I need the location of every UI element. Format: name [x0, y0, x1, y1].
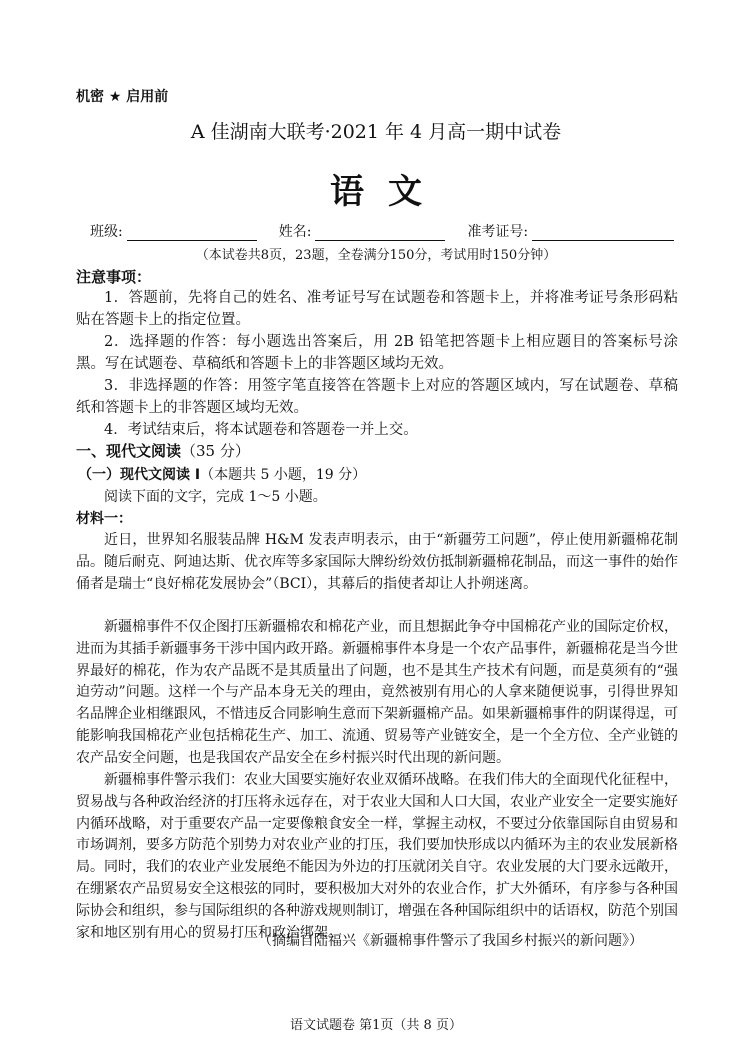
name-blank [315, 224, 445, 241]
name-field [279, 221, 460, 241]
id-field [467, 221, 674, 241]
class-blank [127, 224, 257, 241]
material-label: 材料一： [76, 511, 132, 527]
id-blank [532, 224, 674, 241]
section-heading [76, 440, 250, 461]
subsection-title: （一）现代文阅读 I [78, 467, 201, 483]
notice-item: 1．答题前，先将自己的姓名、准考证号写在试题卷和答题卡上，并将准考证号条形码粘贴在答题卡上的指定位置。 [76, 290, 678, 328]
class-label: 班级: [90, 224, 123, 240]
subject-title: 语文 [330, 172, 446, 212]
section-title: 一、现代文阅读 [76, 442, 182, 460]
candidate-fields [90, 221, 674, 241]
class-field [90, 221, 271, 241]
exam-title: A 佳湖南大联考·2021 年 4 月高一期中试卷 [190, 121, 562, 143]
reading-instruction: 阅读下面的文字，完成 1～5 小题。 [104, 489, 327, 505]
name-label: 姓名: [278, 224, 312, 240]
subsection-heading [78, 464, 366, 484]
paragraph: 新疆棉事件不仅企图打压新疆棉农和棉花产业，而且想据此争夺中国棉花产业的国际定价权，进而为其插手新疆事务干涉中国内政开路。新疆棉事件本身是一个农产品事件，新疆棉花是当今世界最好的棉花，作为农产品既不是其质量出了问题，也不是其生产技术有问题，而是莫须有的“强迫劳动”问题。这样一个与产品本身无关的理由，竟然被别有用心的人拿来随便说事，引得世界知名品牌企业相继跟风，不惜违反合同影响生意而下架新疆棉产品。如果新疆棉事件的阴谋得逞，可能影响我国棉花产业包括棉花生产、加工、流通、贸易等产业链安全，是一个全方位、全产业链的农产品安全问题，也是我国农产品安全在乡村振兴时代出现的新问题。 [76, 619, 678, 766]
notice-item: 3．非选择题的作答：用签字笔直接答在答题卡上对应的答题区域内，写在试题卷、草稿纸和答题卡上的非答题区域均无效。 [76, 378, 678, 416]
notice-item: 4．考试结束后，将本试题卷和答题卷一并上交。 [104, 422, 418, 438]
paragraph: 新疆棉事件警示我们：农业大国要实施好农业双循环战略。在我们伟大的全面现代化征程中，贸易战与各种政治经济的打压将永远存在，对于农业大国和人口大国，农业产业安全一定要实施好内循环战略，对于重要农产品一定要像粮食安全一样，掌握主动权，不要过分依靠国际自由贸易和市场调剂，要多方防范个别势力对农业产业的打压，我们要加快形成以内循环为主的农业发展新格局。同时，我们的农业产业发展绝不能因为外边的打压就闭关自守。农业发展的大门要永远敞开，在绷紧农产品贸易安全这根弦的同时，要积极加大对外的农业合作，扩大外循环，有序参与各种国际协会和组织，参与国际组织的各种游戏规则制订，增强在各种国际组织中的话语权，防范个别国家和地区别有用心的贸易打压和政治绑架。 [76, 772, 678, 941]
id-label: 准考证号: [467, 224, 529, 240]
page-footer: 语文试题卷 第1页（共 8 页） [290, 1018, 462, 1033]
section-score: （35 分） [181, 442, 250, 460]
notice-item: 2．选择题的作答：每小题选出答案后，用 2B 铅笔把答题卡上相应题目的答案标号涂黑。写在试题卷、草稿纸和答题卡上的非答题区域均无效。 [76, 334, 678, 372]
exam-info: （本试卷共8页，23题，全卷满分150分，考试用时150分钟） [195, 248, 557, 263]
subsection-info: （本题共 5 小题，19 分） [200, 467, 367, 483]
source-citation: （摘编自陆福兴《新疆棉事件警示了我国乡村振兴的新问题》） [258, 933, 643, 949]
notice-title: 注意事项： [76, 268, 152, 286]
confidential-label: 机密 ★ 启用前 [76, 89, 169, 105]
paragraph: 近日，世界知名服装品牌 H&M 发表声明表示，由于“新疆劳工问题”，停止使用新疆棉花制品。随后耐克、阿迪达斯、优衣库等多家国际大牌纷纷效仿抵制新疆棉花制品，而这一事件的始作俑者是瑞士“良好棉花发展协会”（BCI），其幕后的指使者却让人扑朔迷离。 [76, 532, 678, 592]
